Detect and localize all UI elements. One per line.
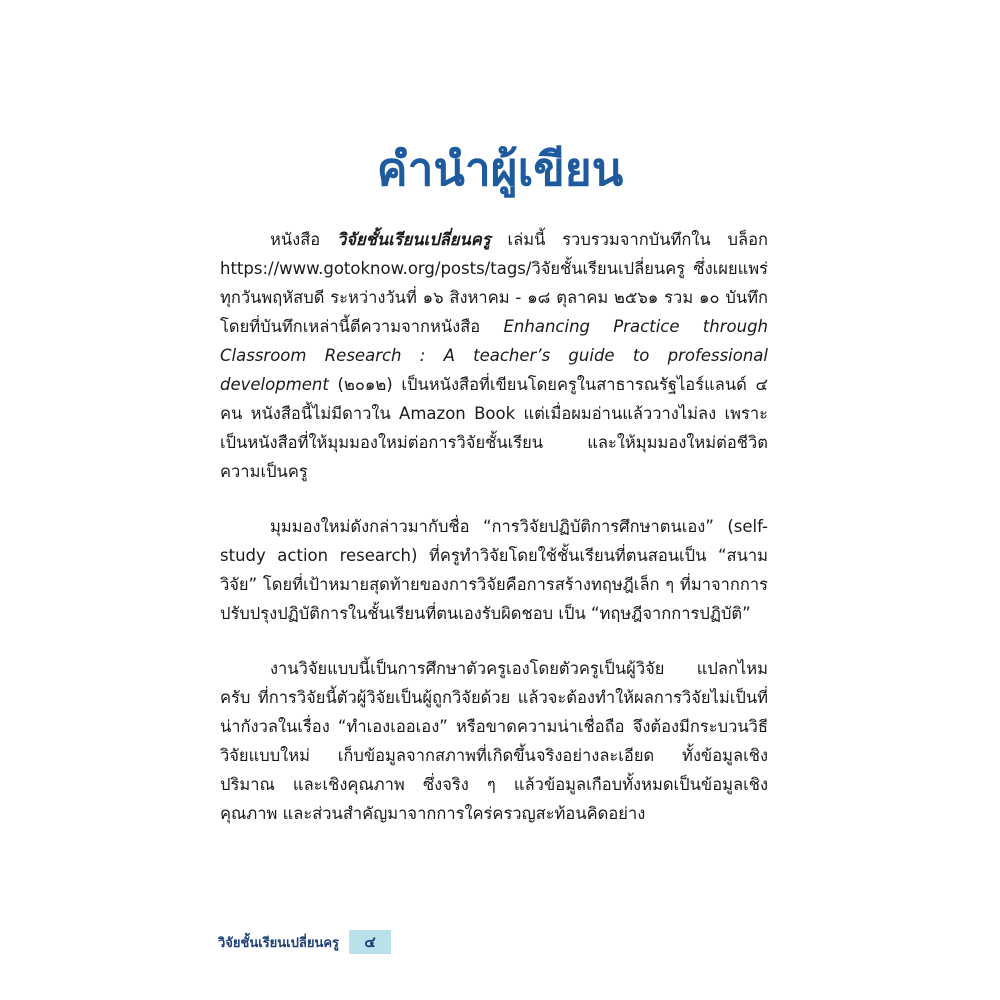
paragraph-1 [220,225,768,486]
body-text [220,225,768,828]
paragraph-2: มุมมองใหม่ดังกล่าวมากับชื่อ “การวิจัยปฏิบัติการศึกษาตนเอง” (self-study action research) ที่ครูทำวิจัยโดยใช้ชั้นเรียนที่ตนสอนเป็น “สนามวิจัย” โดยที่เป้าหมายสุดท้ายของการวิจัยคือการสร้างทฤษฎีเล็ก ๆ ที่มาจากการปรับปรุงปฏิบัติการในชั้นเรียนที่ตนเองรับผิดชอบ เป็น “ทฤษฎีจากการปฏิบัติ” [220,517,768,623]
paragraph-1-intro: หนังสือ [270,230,338,249]
page-number: ๔ [349,930,391,954]
paragraph-3: งานวิจัยแบบนี้เป็นการศึกษาตัวครูเองโดยตัวครูเป็นผู้วิจัย แปลกไหมครับ ที่การวิจัยนี้ตัวผู้วิจัยเป็นผู้ถูกวิจัยด้วย แล้วจะต้องทำให้ผลการวิจัยไม่เป็นที่น่ากังวลในเรื่อง “ทำเองเออเอง” หรือขาดความน่าเชื่อถือ จึงต้องมีกระบวนวิธีวิจัยแบบใหม่ เก็บข้อมูลจากสภาพที่เกิดขึ้นจริงอย่างละเอียด ทั้งข้อมูลเชิงปริมาณ และเชิงคุณภาพ ซึ่งจริง ๆ แล้วข้อมูลเกือบทั้งหมดเป็นข้อมูลเชิงคุณภาพ และส่วนสำคัญมาจากการใคร่ครวญสะท้อนคิดอย่าง [220,659,768,823]
source-book-title: Enhancing Practice through Classroom Research : A teacher’s guide to professional development [220,317,768,394]
paragraph-1-end: (๒๐๑๒) เป็นหนังสือที่เขียนโดยครูในสาธารณรัฐไอร์แลนด์ ๔ คน หนังสือนี้ไม่มีดาวใน Amazon Book แต่เมื่อผมอ่านแล้ววางไม่ลง เพราะเป็นหนังสือที่ให้มุมมองใหม่ต่อการวิจัยชั้นเรียน และให้มุมมองใหม่ต่อชีวิตความเป็นครู [220,375,768,481]
book-title-emphasis: วิจัยชั้นเรียนเปลี่ยนครู [337,230,491,249]
paragraph-1-middle: เล่มนี้ รวบรวมจากบันทึกใน บล็อก https://www.gotoknow.org/posts/tags/วิจัยชั้นเรียนเปลี่ยนครู ซึ่งเผยแพร่ทุกวันพฤหัสบดี ระหว่างวันที่ ๑๖ สิงหาคม - ๑๘ ตุลาคม ๒๕๖๑ รวม ๑๐ บันทึก โดยที่บันทึกเหล่านี้ตีความจากหนังสือ [220,230,768,336]
page-title: คำนำผู้เขียน [376,141,624,196]
footer-book-label: วิจัยชั้นเรียนเปลี่ยนครู [218,935,340,951]
page-footer [218,930,391,954]
